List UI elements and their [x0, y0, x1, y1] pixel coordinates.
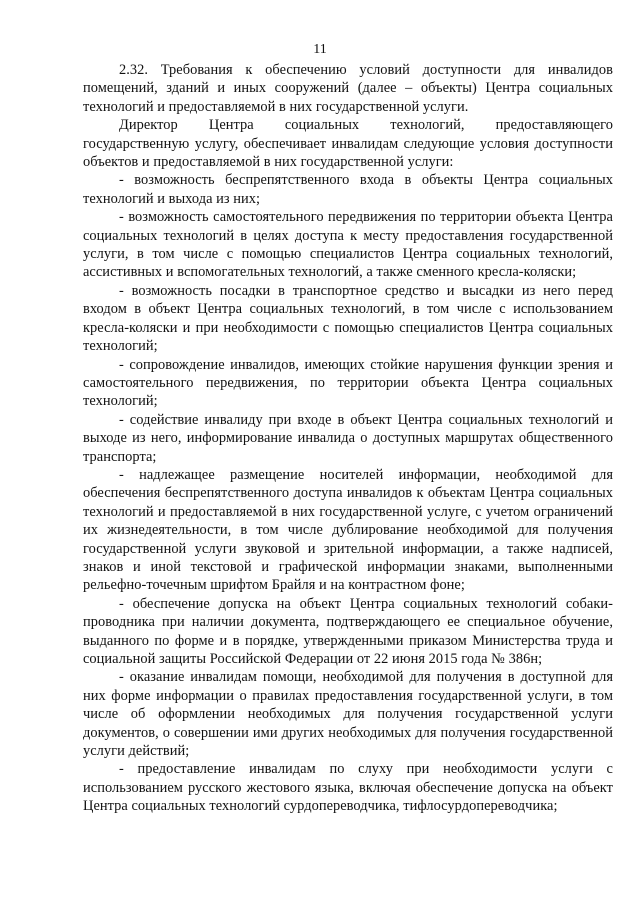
- page-number: 11: [313, 42, 327, 57]
- list-item-sign-language: - предоставление инвалидам по слуху при необходимости услуги с использованием русского жестового языка, включая обеспечение допуска на объект Центра социальных технологий сурдопереводчика, тифлосурдопереводчика;: [83, 761, 613, 815]
- list-item-guide-dog: - обеспечение допуска на объект Центра социальных технологий собаки-проводника при наличии документа, подтверждающего ее специальное обучение, выданного по форме и в порядке, утвержденными приказом Министерства труда и социальной защиты Российской Федерации от 22 июня 2015 года № 386н;: [83, 595, 613, 667]
- list-item-entry-assistance: - содействие инвалиду при входе в объект Центра социальных технологий и выходе из него, информирование инвалида о доступных маршрутах общественного транспорта;: [83, 411, 613, 465]
- list-item-independent-movement: - возможность самостоятельного передвижения по территории объекта Центра социальных технологий в целях доступа к месту предоставления государственной услуги, в том числе с помощью специалистов Центра социальных технологий, ассистивных и вспомогательных технологий, а также сменного кресла-коляски;: [83, 209, 613, 281]
- list-item-information-placement: - надлежащее размещение носителей информации, необходимой для обеспечения беспрепятственного доступа инвалидов к объектам Центра социальных технологий и предоставляемой в них государственной услуге, с учетом ограничений их жизнедеятельности, в том числе дублирование необходимой для получения государственной услуги звуковой и зрительной информации, а также надписей, знаков и иной текстовой и графической информации знаками, выполненными рельефно-точечным шрифтом Брайля и на контрастном фоне;: [83, 466, 613, 594]
- list-item-escort: - сопровождение инвалидов, имеющих стойкие нарушения функции зрения и самостоятельного передвижения, по территории объекта Центра социальных технологий;: [83, 356, 613, 410]
- list-item-information-help: - оказание инвалидам помощи, необходимой для получения в доступной для них форме информации о правилах предоставления государственной услуги, в том числе об оформлении необходимых для получения государственной услуги документов, о совершении ими других необходимых для получения государственной услуги действий;: [83, 669, 613, 760]
- list-item-transport-boarding: - возможность посадки в транспортное средство и высадки из него перед входом в объект Центра социальных технологий, в том числе с использованием кресла-коляски и при необходимости с помощью специалистов Центра социальных технологий;: [83, 282, 613, 355]
- paragraph-2-32-heading: 2.32. Требования к обеспечению условий доступности для инвалидов помещений, зданий и иных сооружений (далее – объекты) Центра социальных технологий и предоставляемой в них государственной услуги.: [83, 62, 613, 115]
- paragraph-director-obligations: Директор Центра социальных технологий, предоставляющего государственную услугу, обеспечивает инвалидам следующие условия доступности объектов и предоставляемой в них государственной услуги:: [83, 117, 613, 171]
- list-item-entry-exit: - возможность беспрепятственного входа в объекты Центра социальных технологий и выхода из них;: [83, 172, 613, 207]
- document-body: [83, 61, 613, 816]
